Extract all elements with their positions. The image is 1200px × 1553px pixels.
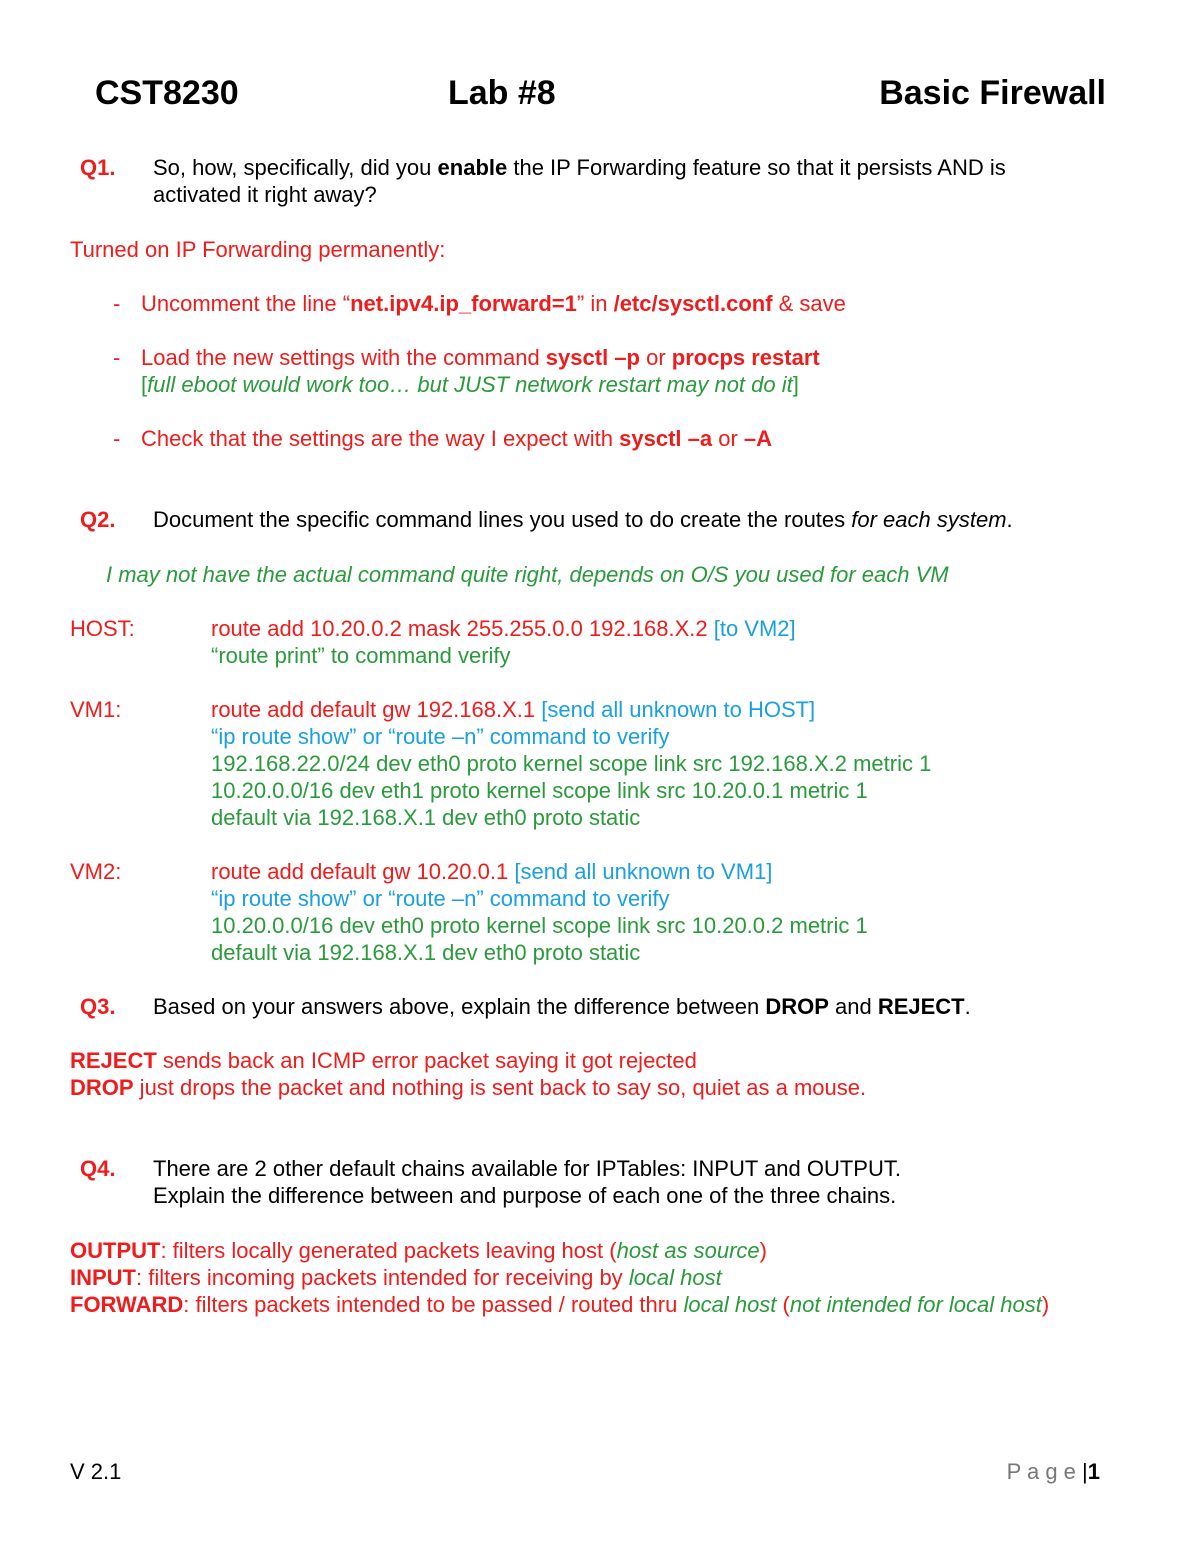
q1-question-line2: activated it right away? bbox=[153, 182, 377, 207]
vm2-verify: “ip route show” or “route –n” command to verify bbox=[211, 886, 670, 911]
q1-question-line1: So, how, specifically, did you enable the IP Forwarding feature so that it persists AND is bbox=[153, 155, 1006, 180]
bullet-dash: - bbox=[113, 345, 121, 370]
q1-bullet-3: Check that the settings are the way I expect with sysctl –a or –A bbox=[141, 426, 773, 451]
q3-answer-drop: DROP just drops the packet and nothing is sent back to say so, quiet as a mouse. bbox=[70, 1075, 867, 1100]
host-verify: “route print” to command verify bbox=[211, 643, 511, 668]
vm1-output-line: 10.20.0.0/16 dev eth1 proto kernel scope link src 10.20.0.1 metric 1 bbox=[211, 778, 868, 803]
vm2-command: route add default gw 10.20.0.1 [send all unknown to VM1] bbox=[211, 859, 773, 884]
q4-answer-forward: FORWARD: filters packets intended to be passed / routed thru local host (not intended for local host) bbox=[70, 1292, 1050, 1317]
q1-bullet-2: Load the new settings with the command sysctl –p or procps restart bbox=[141, 345, 820, 370]
q1-bullet-1: Uncomment the line “net.ipv4.ip_forward=1” in /etc/sysctl.conf & save bbox=[141, 291, 846, 316]
q1-bullet-2-note: [full eboot would work too… but JUST network restart may not do it] bbox=[141, 372, 799, 397]
vm2-output-line: default via 192.168.X.1 dev eth0 proto static bbox=[211, 940, 641, 965]
bullet-dash: - bbox=[113, 426, 121, 451]
vm2-label: VM2: bbox=[70, 859, 122, 884]
q3-number: Q3. bbox=[80, 994, 116, 1019]
footer-page: P a g e |1 bbox=[1006, 1459, 1100, 1484]
q3-answer-reject: REJECT sends back an ICMP error packet saying it got rejected bbox=[70, 1048, 697, 1073]
q4-answer-output: OUTPUT: filters locally generated packets leaving host (host as source) bbox=[70, 1238, 767, 1263]
vm1-verify: “ip route show” or “route –n” command to verify bbox=[211, 724, 670, 749]
q1-answer-title: Turned on IP Forwarding permanently: bbox=[70, 237, 446, 262]
vm1-command: route add default gw 192.168.X.1 [send all unknown to HOST] bbox=[211, 697, 816, 722]
q4-answer-input: INPUT: filters incoming packets intended for receiving by local host bbox=[70, 1265, 722, 1290]
host-label: HOST: bbox=[70, 616, 135, 641]
vm1-output-line: 192.168.22.0/24 dev eth0 proto kernel scope link src 192.168.X.2 metric 1 bbox=[211, 751, 932, 776]
footer-version: V 2.1 bbox=[70, 1459, 122, 1484]
lab-topic: Basic Firewall bbox=[879, 74, 1106, 112]
lab-number: Lab #8 bbox=[448, 74, 556, 112]
q2-question: Document the specific command lines you used to do create the routes for each system. bbox=[153, 507, 1013, 532]
q1-number: Q1. bbox=[80, 155, 116, 180]
host-command: route add 10.20.0.2 mask 255.255.0.0 192.168.X.2 [to VM2] bbox=[211, 616, 796, 641]
vm1-output-line: default via 192.168.X.1 dev eth0 proto static bbox=[211, 805, 641, 830]
q2-note: I may not have the actual command quite right, depends on O/S you used for each VM bbox=[106, 562, 949, 587]
q2-number: Q2. bbox=[80, 507, 116, 532]
vm1-label: VM1: bbox=[70, 697, 122, 722]
bullet-dash: - bbox=[113, 291, 121, 316]
q4-question-line2: Explain the difference between and purpose of each one of the three chains. bbox=[153, 1183, 897, 1208]
q4-question-line1: There are 2 other default chains available for IPTables: INPUT and OUTPUT. bbox=[153, 1156, 901, 1181]
q4-number: Q4. bbox=[80, 1156, 116, 1181]
vm2-output-line: 10.20.0.0/16 dev eth0 proto kernel scope link src 10.20.0.2 metric 1 bbox=[211, 913, 868, 938]
course-code: CST8230 bbox=[95, 74, 239, 112]
q3-question: Based on your answers above, explain the difference between DROP and REJECT. bbox=[153, 994, 971, 1019]
